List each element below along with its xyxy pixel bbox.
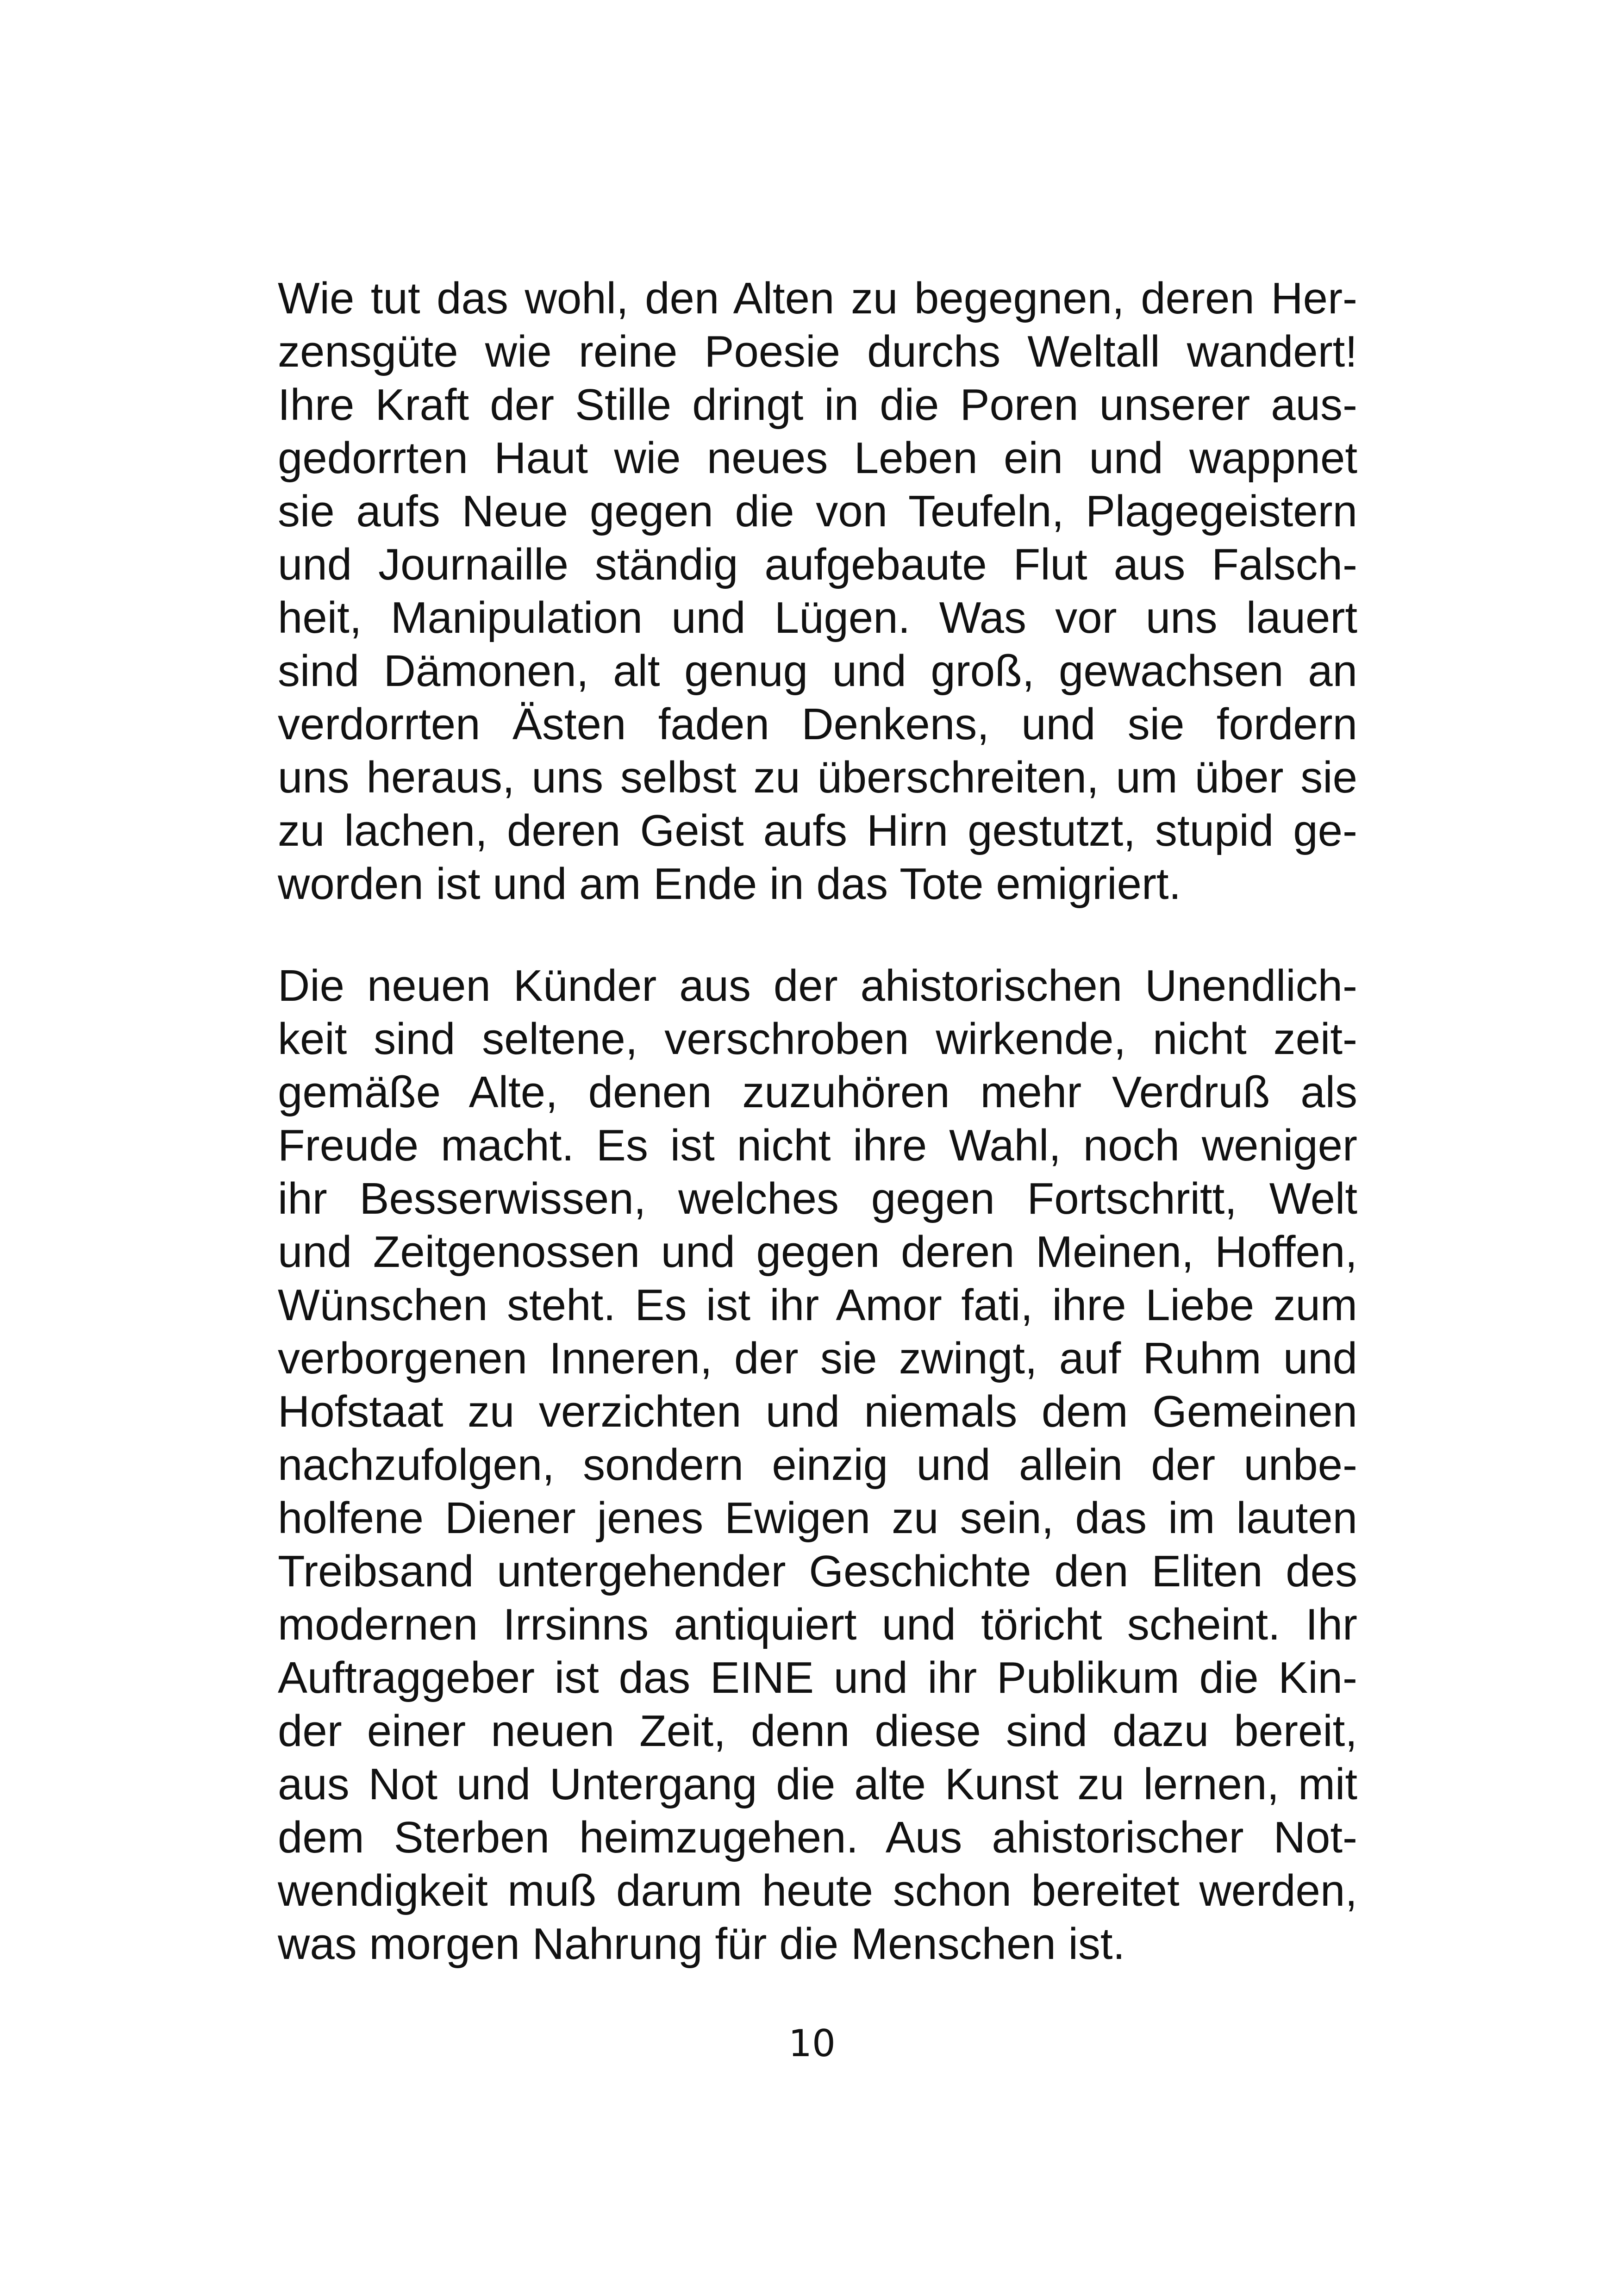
text-line: ihr Besserwissen, welches gegen Fortschritt, Welt (278, 1174, 1357, 1223)
text-line: gedorrten Haut wie neues Leben ein und wappnet (278, 433, 1357, 483)
text-line: was morgen Nahrung für die Menschen ist. (278, 1919, 1125, 1969)
paragraph-1 (278, 272, 1357, 911)
paragraph-2 (278, 959, 1357, 1971)
text-line: uns heraus, uns selbst zu überschreiten, um über sie (278, 753, 1357, 802)
text-line: Freude macht. Es ist nicht ihre Wahl, noch weniger (278, 1121, 1357, 1170)
text-line: modernen Irrsinns antiquiert und töricht scheint. Ihr (278, 1600, 1357, 1649)
text-line: Hofstaat zu verzichten und niemals dem Gemeinen (278, 1387, 1357, 1436)
text-line: keit sind seltene, verschroben wirkende, nicht zeit- (278, 1014, 1357, 1064)
text-line: verdorrten Ästen faden Denkens, und sie fordern (278, 699, 1357, 749)
text-line: gemäße Alte, denen zuzuhören mehr Verdruß als (278, 1067, 1357, 1117)
text-line: Wünschen steht. Es ist ihr Amor fati, ihre Liebe zum (278, 1280, 1357, 1330)
text-line: und Journaille ständig aufgebaute Flut aus Falsch- (278, 540, 1357, 589)
text-line: heit, Manipulation und Lügen. Was vor uns lauert (278, 593, 1357, 642)
page-number: 10 (788, 2022, 836, 2065)
text-line: dem Sterben heimzugehen. Aus ahistorischer Not- (278, 1813, 1357, 1862)
text-line: Die neuen Künder aus der ahistorischen Unendlich- (278, 961, 1357, 1010)
text-line: Treibsand untergehender Geschichte den Eliten des (278, 1547, 1357, 1596)
text-line: wendigkeit muß darum heute schon bereitet werden, (278, 1866, 1357, 1915)
text-line: nachzufolgen, sondern einzig und allein der unbe- (278, 1440, 1357, 1490)
text-line: sind Dämonen, alt genug und groß, gewachsen an (278, 646, 1357, 696)
text-line: zu lachen, deren Geist aufs Hirn gestutzt, stupid ge- (278, 806, 1357, 855)
text-line: worden ist und am Ende in das Tote emigriert. (278, 859, 1181, 909)
text-line: Auftraggeber ist das EINE und ihr Publikum die Kin- (278, 1653, 1357, 1703)
text-line: und Zeitgenossen und gegen deren Meinen, Hoffen, (278, 1227, 1357, 1277)
text-line: sie aufs Neue gegen die von Teufeln, Plagegeistern (278, 486, 1357, 536)
text-line: verborgenen Inneren, der sie zwingt, auf Ruhm und (278, 1334, 1357, 1383)
text-line: der einer neuen Zeit, denn diese sind dazu bereit, (278, 1706, 1357, 1756)
text-line: holfene Diener jenes Ewigen zu sein, das im lauten (278, 1493, 1357, 1543)
text-line: Wie tut das wohl, den Alten zu begegnen, deren Her- (278, 274, 1357, 323)
text-line: aus Not und Untergang die alte Kunst zu lernen, mit (278, 1759, 1357, 1809)
body-text (278, 272, 1357, 1971)
text-line: zensgüte wie reine Poesie durchs Weltall wandert! (278, 327, 1357, 376)
text-line: Ihre Kraft der Stille dringt in die Poren unserer aus- (278, 380, 1357, 430)
